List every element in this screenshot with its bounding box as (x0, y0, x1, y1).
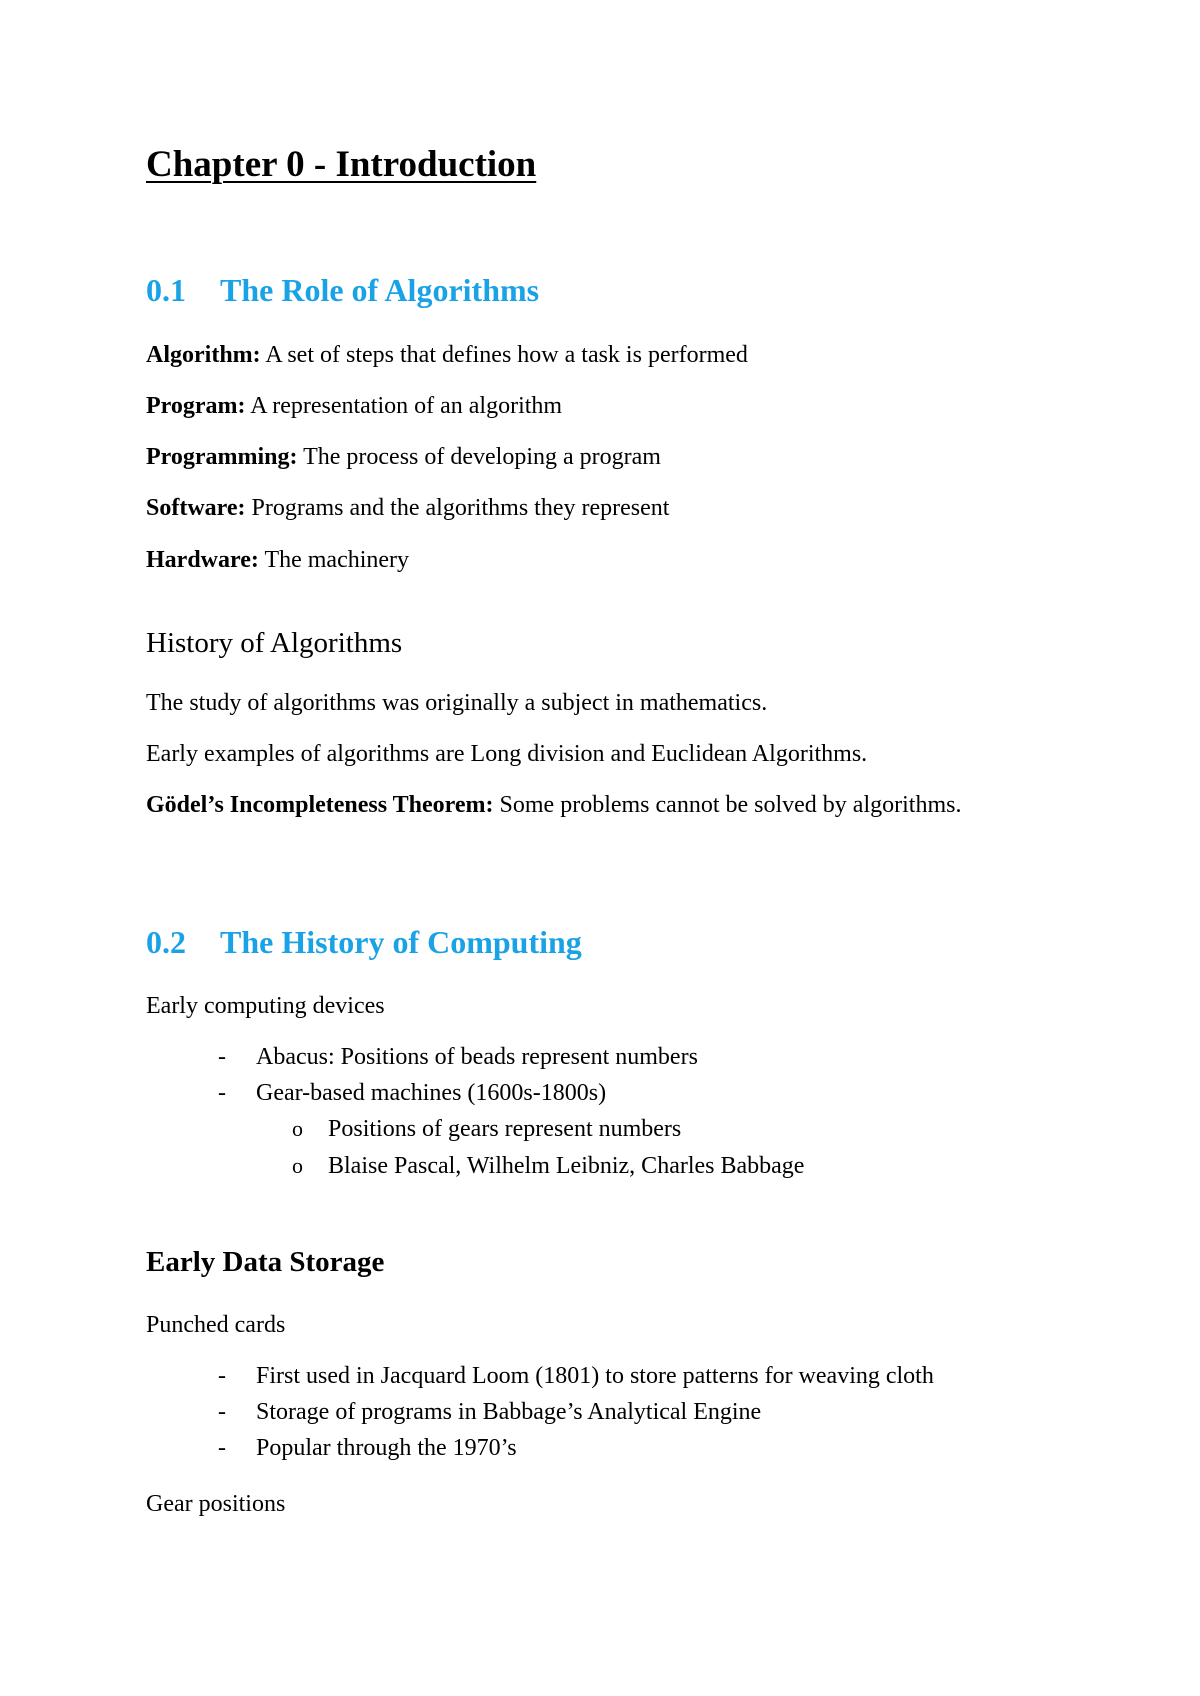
definition-term: Software: (146, 495, 246, 521)
definition-text: A set of steps that defines how a task is performed (260, 342, 748, 368)
definition-term: Programming: (146, 444, 298, 470)
godel-text: Some problems cannot be solved by algorithms. (493, 792, 962, 818)
definition-hardware (146, 543, 409, 577)
section-title: The History of Computing (220, 924, 582, 960)
dash-bullet-icon: - (218, 1399, 226, 1425)
list-item-text: Storage of programs in Babbage’s Analytical Engine (256, 1399, 762, 1425)
storage-outro: Gear positions (146, 1491, 286, 1517)
list-item-text: Popular through the 1970’s (256, 1435, 517, 1461)
list-item-text: Positions of gears represent numbers (328, 1116, 682, 1142)
definition-text: A representation of an algorithm (245, 393, 563, 419)
list-item-text: First used in Jacquard Loom (1801) to store patterns for weaving cloth (256, 1363, 934, 1389)
computing-intro: Early computing devices (146, 993, 385, 1019)
history-heading: History of Algorithms (146, 627, 403, 659)
list-item (218, 1040, 698, 1074)
history-line-2: Early examples of algorithms are Long division and Euclidean Algorithms. (146, 741, 868, 767)
definition-programming (146, 440, 661, 474)
dash-bullet-icon: - (218, 1435, 226, 1461)
list-item-text: Gear-based machines (1600s-1800s) (256, 1080, 607, 1106)
section-heading-0-2 (146, 924, 582, 961)
definition-text: The process of developing a program (297, 444, 661, 470)
definition-text: The machinery (258, 547, 410, 573)
section-heading-0-1 (146, 272, 539, 309)
list-item (218, 1395, 762, 1429)
list-item-text: Abacus: Positions of beads represent numbers (256, 1044, 698, 1070)
dash-bullet-icon: - (218, 1363, 226, 1389)
section-number: 0.2 (146, 924, 186, 960)
list-item (218, 1431, 517, 1465)
sub-list-item (292, 1112, 682, 1146)
dash-bullet-icon: - (218, 1080, 226, 1106)
section-number: 0.1 (146, 272, 186, 308)
section-title: The Role of Algorithms (220, 272, 540, 308)
definition-term: Program: (146, 393, 246, 419)
list-item (218, 1076, 607, 1110)
circle-bullet-icon: o (292, 1116, 303, 1141)
definition-algorithm (146, 338, 748, 372)
storage-intro: Punched cards (146, 1312, 286, 1338)
list-item (218, 1359, 934, 1393)
list-item-text: Blaise Pascal, Wilhelm Leibniz, Charles Babbage (328, 1153, 805, 1179)
history-line-1: The study of algorithms was originally a subject in mathematics. (146, 690, 768, 716)
chapter-title: Chapter 0 - Introduction (146, 144, 537, 185)
sub-list-item (292, 1149, 805, 1183)
definition-program (146, 389, 562, 423)
dash-bullet-icon: - (218, 1044, 226, 1070)
circle-bullet-icon: o (292, 1153, 303, 1178)
storage-heading: Early Data Storage (146, 1246, 385, 1278)
definition-software (146, 491, 669, 525)
definition-term: Algorithm: (146, 342, 261, 368)
definition-term: Hardware: (146, 547, 259, 573)
definition-text: Programs and the algorithms they represent (245, 495, 670, 521)
godel-paragraph (146, 788, 1006, 822)
godel-term: Gödel’s Incompleteness Theorem: (146, 792, 494, 818)
